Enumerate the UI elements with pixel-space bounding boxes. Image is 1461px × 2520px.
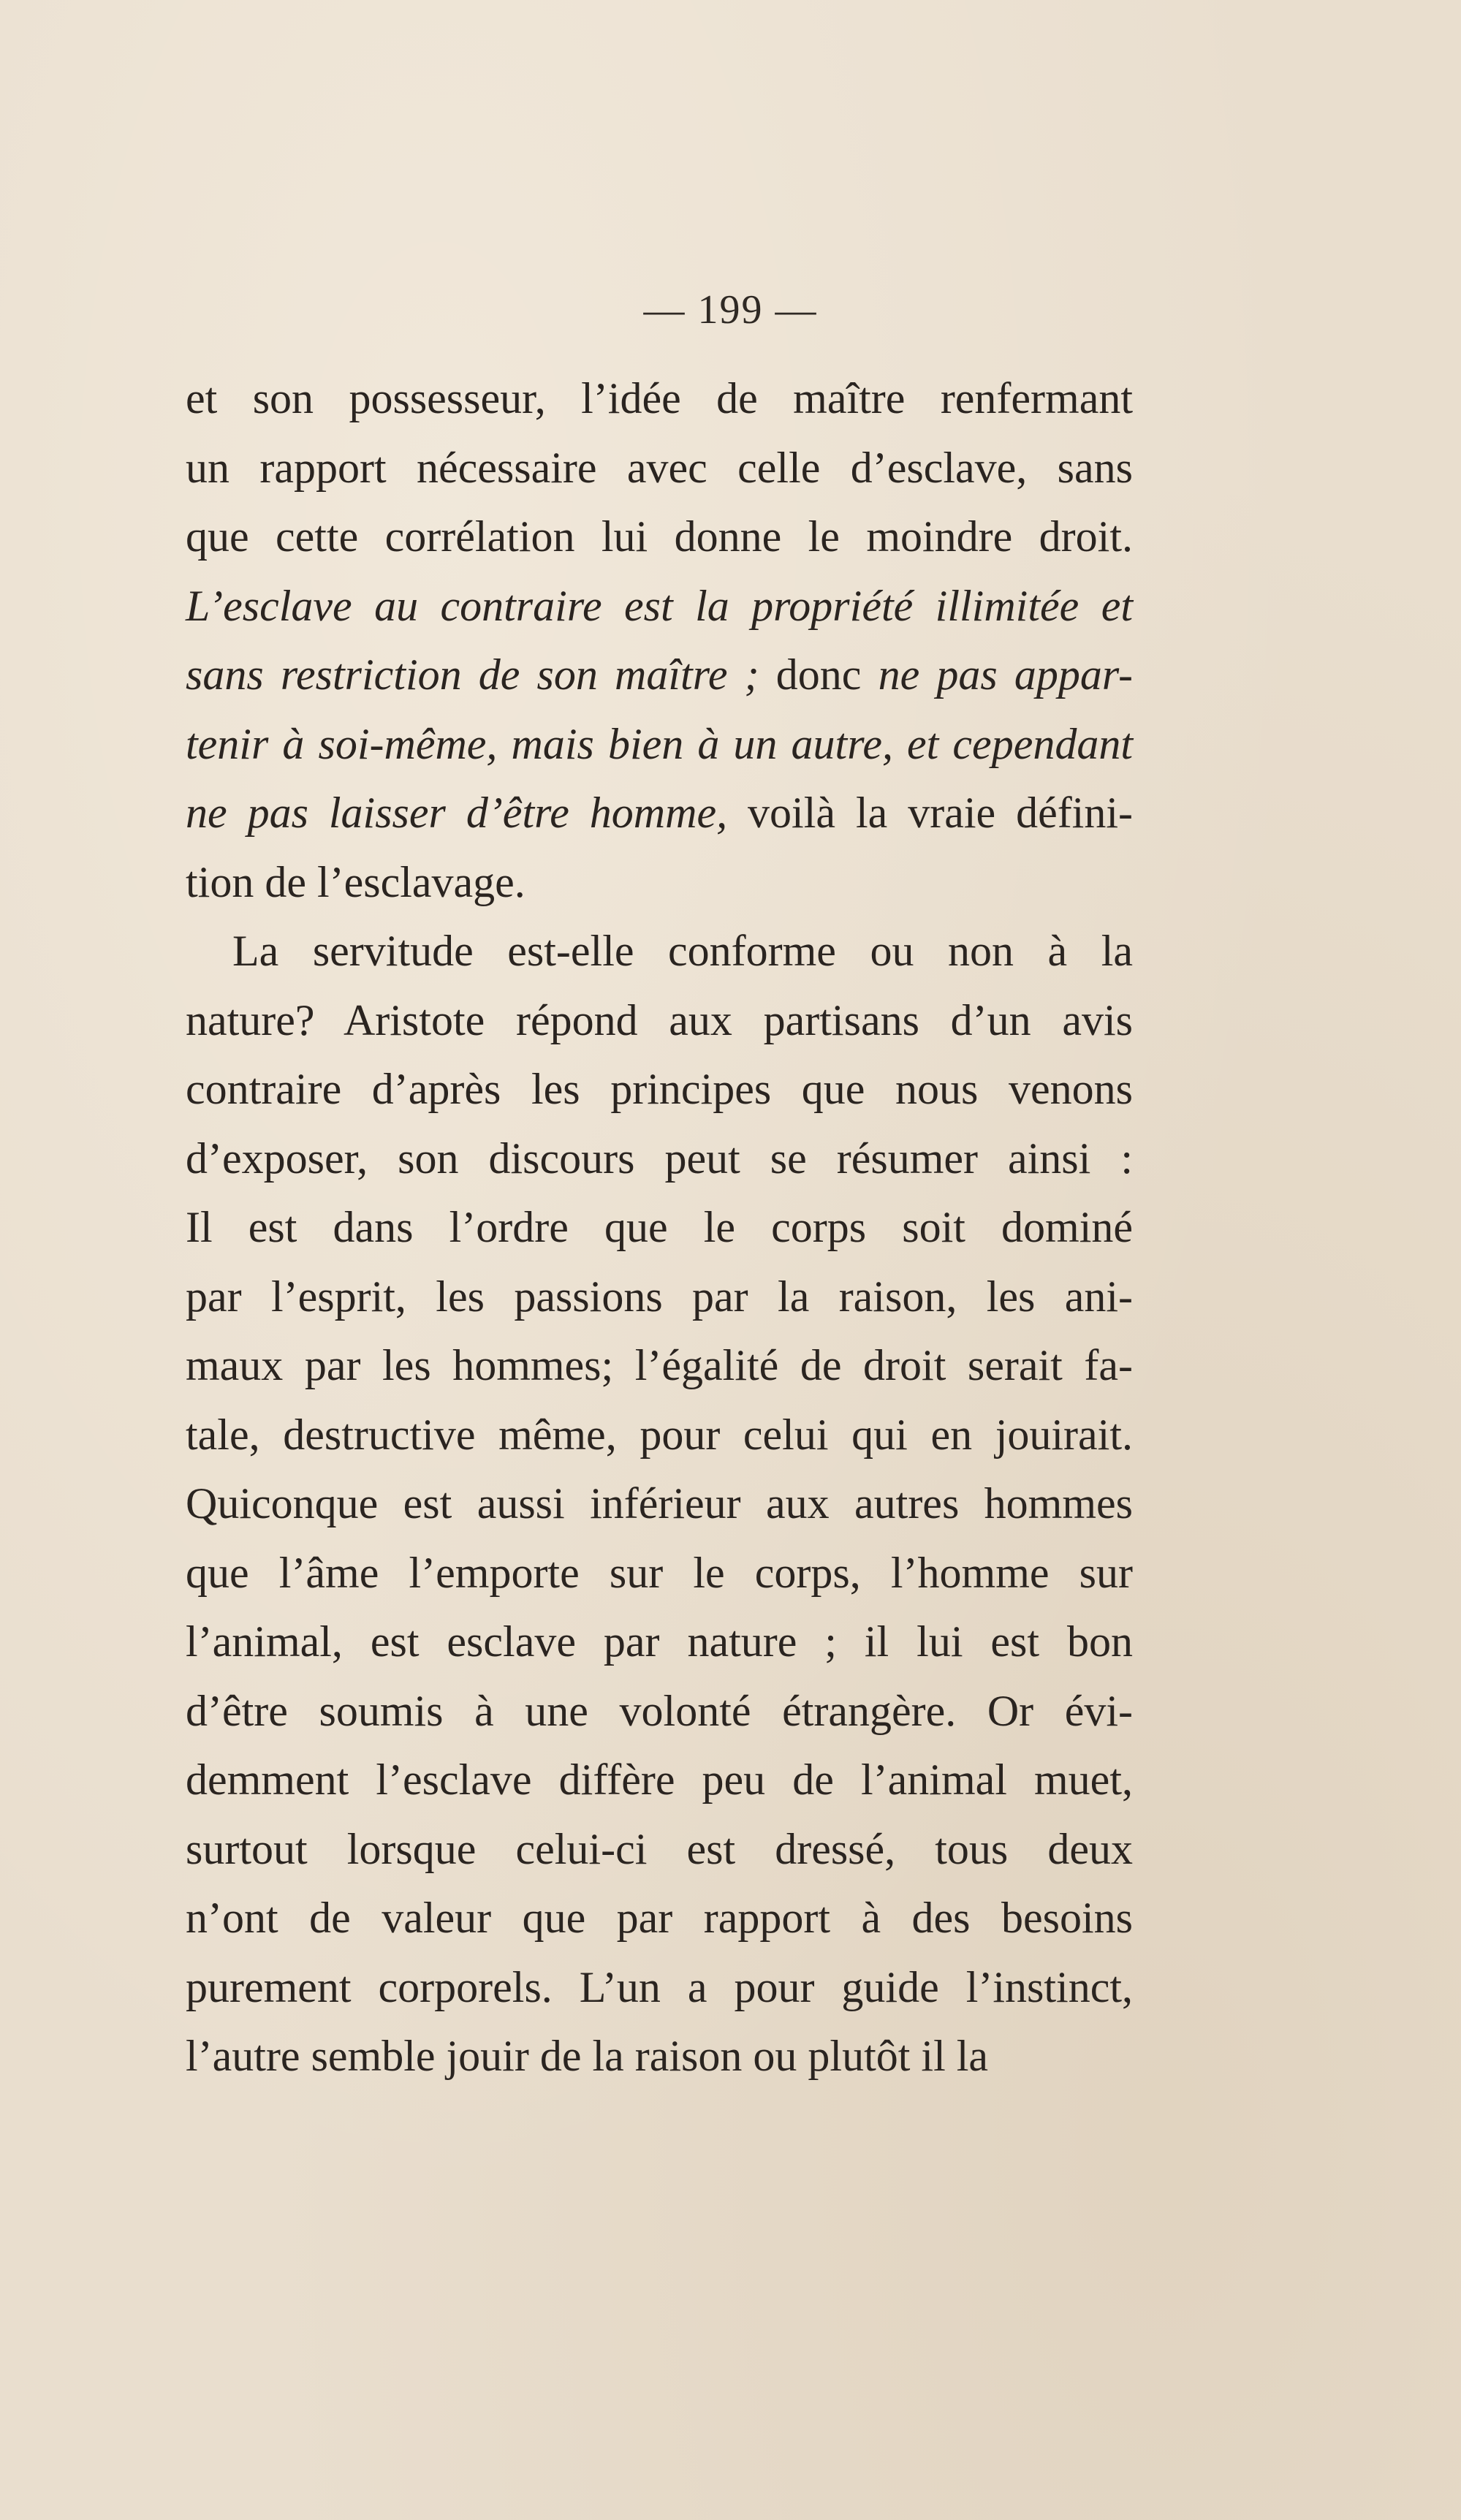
text-line [186, 572, 1133, 641]
text-line [186, 916, 1133, 986]
page-number: — 199 — [643, 287, 818, 333]
text-run: purement corporels. L’un a pour guide l’instinct, [186, 1962, 1133, 2011]
body-text [186, 364, 1133, 2091]
text-line [186, 1883, 1133, 1953]
text-run: d’exposer, son discours peut se résumer ainsi : [186, 1134, 1133, 1183]
text-line [186, 433, 1133, 503]
text-run: n’ont de valeur que par rapport à des besoins [186, 1894, 1133, 1942]
text-line [186, 778, 1133, 848]
text-run: Quiconque est aussi inférieur aux autres hommes [186, 1479, 1133, 1527]
text-run: Il est dans l’ordre que le corps soit dominé [186, 1203, 1133, 1251]
text-run: voilà la vraie défini- [727, 789, 1133, 837]
text-line [186, 1815, 1133, 1884]
text-line [186, 1331, 1133, 1400]
italic-text: ne pas appar- [878, 650, 1133, 699]
text-run: et son possesseur, l’idée de maître renfermant [186, 374, 1133, 422]
text-line [186, 1193, 1133, 1262]
text-run: tale, destructive même, pour celui qui en jouirait. [186, 1410, 1133, 1459]
text-line [186, 1538, 1133, 1608]
italic-text: ne pas laisser d’être homme, [186, 789, 728, 837]
text-line [186, 986, 1133, 1055]
text-run: nature? Aristote répond aux partisans d’un avis [186, 995, 1133, 1044]
text-line [186, 1677, 1133, 1746]
text-line [186, 1745, 1133, 1815]
text-line [186, 502, 1133, 572]
text-run: tion de l’esclavage. [186, 857, 525, 906]
text-line [186, 364, 1133, 433]
italic-text: tenir à soi-même, mais bien à un autre, et cependant [186, 719, 1133, 768]
text-run: maux par les hommes; l’égalité de droit serait fa- [186, 1341, 1133, 1389]
text-run: un rapport nécessaire avec celle d’esclave, sans [186, 443, 1133, 492]
text-line [186, 848, 1133, 917]
text-line [186, 1607, 1133, 1677]
italic-text: L’esclave au contraire est la propriété illimitée et [186, 581, 1133, 630]
text-line [186, 640, 1133, 710]
text-run: donc [759, 650, 879, 699]
text-line [186, 1953, 1133, 2022]
italic-text: sans restriction de son maître ; [186, 650, 759, 699]
text-run: l’autre semble jouir de la raison ou plutôt il la [186, 2032, 989, 2080]
text-run: l’animal, est esclave par nature ; il lui est bon [186, 1617, 1133, 1666]
text-run: d’être soumis à une volonté étrangère. Or évi- [186, 1686, 1133, 1735]
text-line [186, 710, 1133, 779]
text-run: contraire d’après les principes que nous venons [186, 1065, 1133, 1113]
text-line [186, 1124, 1133, 1193]
text-run: que l’âme l’emporte sur le corps, l’homme sur [186, 1548, 1133, 1597]
text-run: La servitude est-elle conforme ou non à la [232, 927, 1133, 975]
text-line [186, 1469, 1133, 1538]
text-run: par l’esprit, les passions par la raison, les ani- [186, 1272, 1133, 1321]
text-run: surtout lorsque celui-ci est dressé, tous deux [186, 1824, 1133, 1873]
text-run: demment l’esclave diffère peu de l’animal muet, [186, 1756, 1133, 1804]
text-run: que cette corrélation lui donne le moindre droit. [186, 512, 1133, 561]
text-line [186, 1055, 1133, 1124]
text-line [186, 1262, 1133, 1332]
text-line [186, 2022, 1133, 2091]
text-line [186, 1400, 1133, 1470]
